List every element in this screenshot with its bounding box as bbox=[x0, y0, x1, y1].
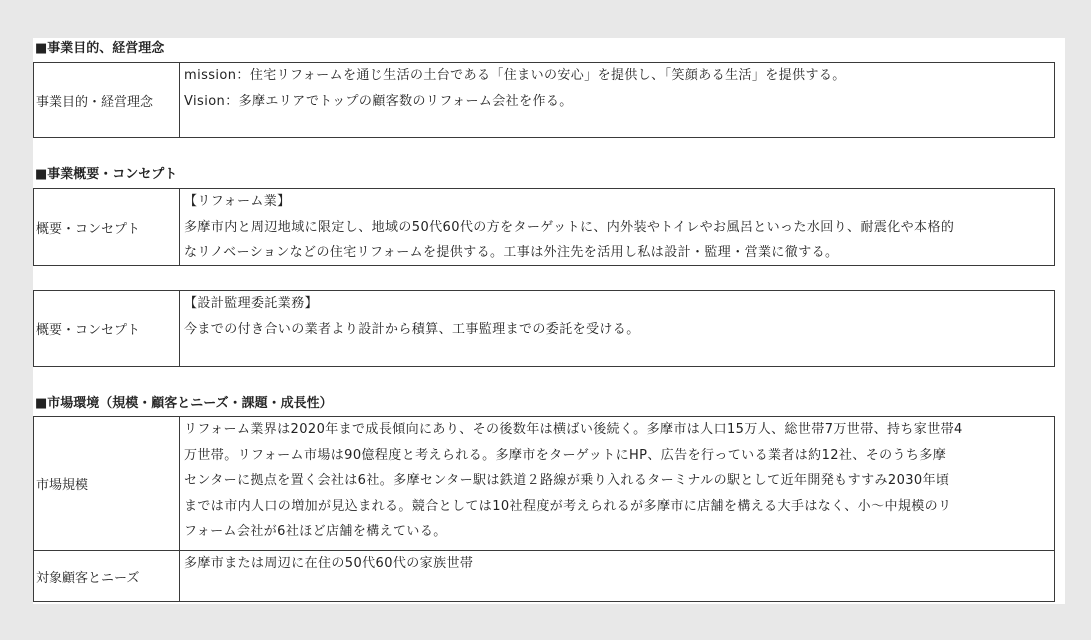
section-heading-purpose: ■事業目的、経営理念 bbox=[35, 41, 165, 56]
row-content-target-customers[interactable] bbox=[180, 551, 1054, 601]
row-label-concept[interactable]: 概要・コンセプト bbox=[34, 189, 180, 265]
content-line: 【リフォーム業】 bbox=[184, 194, 291, 209]
content-line: 多摩市または周辺に在住の50代60代の家族世帯 bbox=[184, 556, 474, 571]
content-line: 多摩市内と周辺地域に限定し、地域の50代60代の方をターゲットに、内外装やトイレやお風呂といった水回り、耐震化や本格的 bbox=[184, 219, 955, 235]
table-market-size bbox=[33, 416, 1055, 551]
content-line: Vision：多摩エリアでトップの顧客数のリフォーム会社を作る。 bbox=[184, 93, 573, 109]
table-concept-design bbox=[33, 290, 1055, 367]
content-line: 今までの付き合いの業者より設計から積算、工事監理までの委託を受ける。 bbox=[184, 321, 640, 337]
row-label-purpose[interactable]: 事業目的・経営理念 bbox=[34, 63, 180, 137]
row-content-purpose[interactable] bbox=[180, 63, 1054, 137]
content-line: フォーム会社が6社ほど店舗を構えている。 bbox=[184, 524, 447, 539]
content-line: 【設計監理委託業務】 bbox=[184, 296, 319, 311]
section-heading-concept: ■事業概要・コンセプト bbox=[35, 167, 178, 182]
table-concept-reform bbox=[33, 188, 1055, 266]
content-line: リフォーム業界は2020年まで成長傾向にあり、その後数年は横ばい後続く。多摩市は人口15万人、総世帯7万世帯、持ち家世帯4 bbox=[184, 422, 963, 437]
row-label-target-customers[interactable]: 対象顧客とニーズ bbox=[34, 551, 180, 601]
spreadsheet-page bbox=[33, 38, 1065, 604]
row-content-concept-design[interactable] bbox=[180, 291, 1054, 366]
content-line: センターに拠点を置く会社は6社。多摩センター駅は鉄道２路線が乗り入れるターミナルの駅として近年開発もすすみ2030年頃 bbox=[184, 473, 950, 488]
section-heading-market: ■市場環境（規模・顧客とニーズ・課題・成長性） bbox=[35, 396, 333, 411]
content-line: なリノベーションなどの住宅リフォームを提供する。工事は外注先を活用し私は設計・監理・営業に徹する。 bbox=[184, 245, 839, 260]
content-line: 万世帯。リフォーム市場は90億程度と考えられる。多摩市をターゲットにHP、広告を行っている業者は約12社、そのうち多摩 bbox=[184, 447, 947, 463]
row-label-concept[interactable]: 概要・コンセプト bbox=[34, 291, 180, 366]
content-line: までは市内人口の増加が見込まれる。競合としては10社程度が考えられるが多摩市に店舗を構える大手はなく、小～中規模のリ bbox=[184, 498, 952, 514]
row-content-concept[interactable] bbox=[180, 189, 1054, 265]
table-target-customers bbox=[33, 550, 1055, 602]
row-label-market-size[interactable]: 市場規模 bbox=[34, 417, 180, 550]
row-content-market-size[interactable] bbox=[180, 417, 1054, 550]
content-line: mission：住宅リフォームを通じ生活の土台である「住まいの安心」を提供し、「笑顔ある生活」を提供する。 bbox=[184, 68, 846, 83]
table-purpose bbox=[33, 62, 1055, 138]
